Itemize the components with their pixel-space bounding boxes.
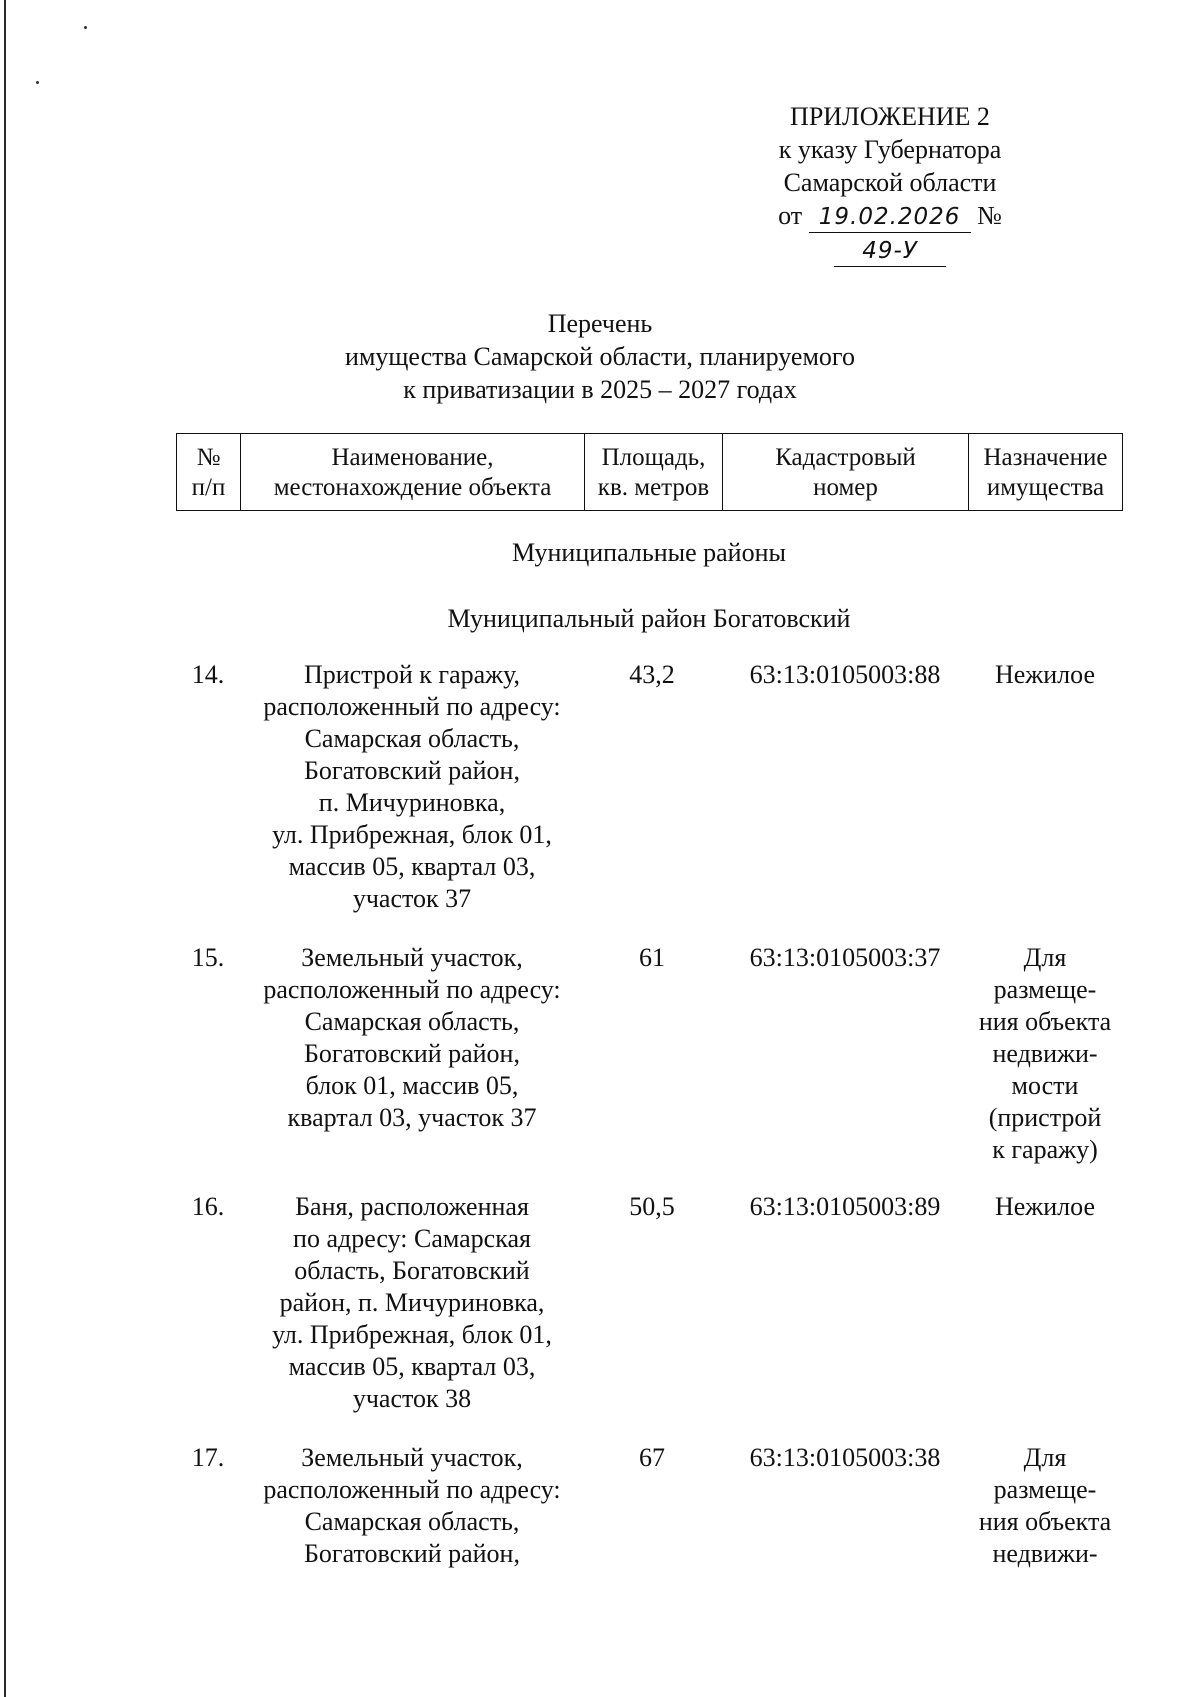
- row-number: 15.: [191, 943, 225, 972]
- title-line-2: имущества Самарской области, планируемого: [345, 342, 855, 371]
- header-purpose: Назначение имущества: [969, 434, 1123, 511]
- number-prefix: №: [977, 201, 1002, 230]
- appendix-line-2: к указу Губернатора: [778, 135, 1002, 164]
- date-prefix: от: [778, 201, 803, 230]
- object-name: Земельный участок, расположенный по адресу: Самарская область, Богатовский район, блок 01, массив 05, квартал 03, участок 37: [263, 943, 561, 1132]
- appendix-title: ПРИЛОЖЕНИЕ 2: [790, 102, 990, 131]
- header-area: Площадь, кв. метров: [585, 434, 723, 511]
- cadastral-number: 63:13:0105003:38: [749, 1443, 941, 1472]
- document-title: [300, 307, 900, 406]
- cadastral-number: 63:13:0105003:88: [749, 660, 941, 689]
- object-purpose: Для размеще- ния объекта недвижи- мости (пристрой к гаражу): [978, 943, 1112, 1164]
- object-purpose: Нежилое: [994, 1192, 1096, 1221]
- appendix-line-3: Самарской области: [783, 168, 997, 197]
- object-name: Баня, расположенная по адресу: Самарская область, Богатовский район, п. Мичуриновка, ул. Прибрежная, блок 01, массив 05, квартал 03, участок 38: [272, 1192, 552, 1413]
- cadastral-number: 63:13:0105003:37: [749, 943, 941, 972]
- appendix-date-line: [720, 199, 1060, 267]
- object-purpose: Нежилое: [994, 660, 1096, 689]
- object-name: Земельный участок, расположенный по адресу: Самарская область, Богатовский район,: [263, 1443, 561, 1568]
- table-header: [176, 433, 1123, 511]
- object-area: 50,5: [629, 1192, 675, 1221]
- scan-speck: [84, 26, 87, 29]
- appendix-block: [720, 100, 1060, 267]
- row-number: 14.: [191, 660, 225, 689]
- title-line-1: Перечень: [547, 309, 653, 338]
- handwritten-number: 49-У: [834, 236, 946, 267]
- object-purpose: Для размеще- ния объекта недвижи-: [978, 1443, 1112, 1568]
- row-number: 17.: [191, 1443, 225, 1472]
- handwritten-date: 19.02.2026: [809, 202, 971, 233]
- header-cadastral: Кадастровый номер: [723, 434, 969, 511]
- scan-speck: [36, 81, 39, 84]
- object-area: 43,2: [629, 660, 675, 689]
- section-title: Муниципальные районы: [512, 538, 786, 567]
- object-area: 61: [639, 943, 665, 972]
- scan-page-edge: [4, 0, 6, 1697]
- cadastral-number: 63:13:0105003:89: [749, 1192, 941, 1221]
- row-number: 16.: [191, 1192, 225, 1221]
- header-name: Наименование, местонахождение объекта: [241, 434, 585, 511]
- object-area: 67: [639, 1443, 665, 1472]
- title-line-3: к приватизации в 2025 – 2027 годах: [403, 375, 797, 404]
- subsection-title: Муниципальный район Богатовский: [447, 604, 851, 633]
- object-name: Пристрой к гаражу, расположенный по адресу: Самарская область, Богатовский район, п. Мичуриновка, ул. Прибрежная, блок 01, массив 05, квартал 03, участок 37: [263, 660, 561, 913]
- header-num: № п/п: [177, 434, 241, 511]
